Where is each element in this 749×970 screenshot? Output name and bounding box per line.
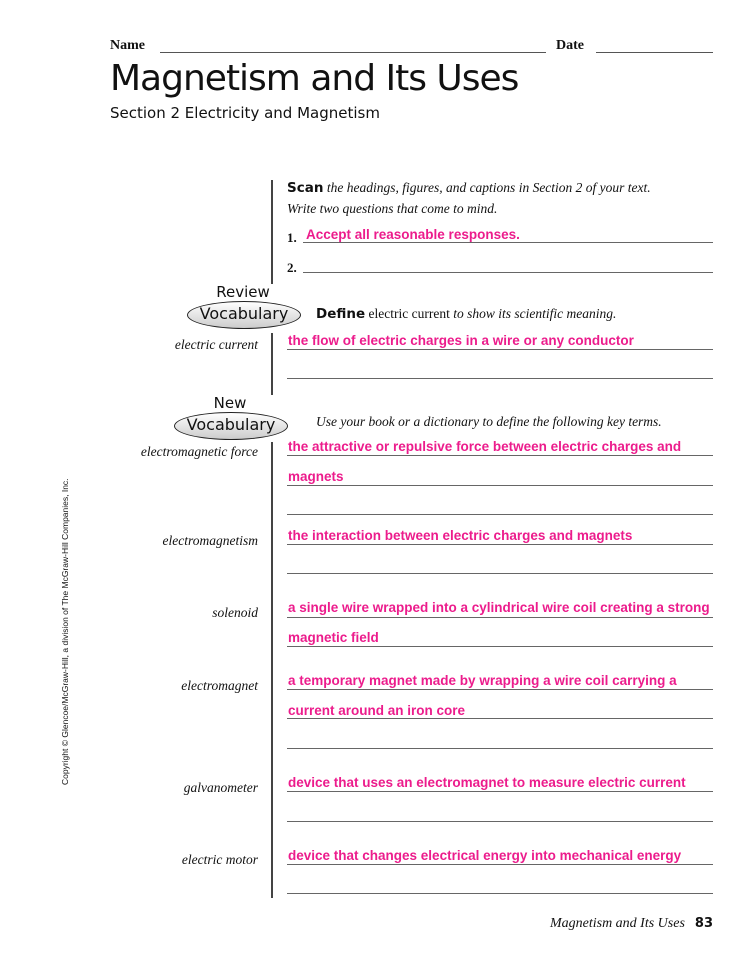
answer-line[interactable] <box>287 821 713 822</box>
answer-line[interactable] <box>287 893 713 894</box>
question-1-answer[interactable]: Accept all reasonable responses. <box>306 227 520 242</box>
define-instruction <box>316 306 616 322</box>
vocab-answer[interactable]: the attractive or repulsive force between electric charges and <box>288 439 682 454</box>
vocab-answer[interactable]: the interaction between electric charges and magnets <box>288 528 633 543</box>
page-number: 83 <box>694 916 713 931</box>
vocab-answer[interactable]: the flow of electric charges in a wire or any conductor <box>288 333 634 348</box>
question-1-number: 1. <box>287 230 297 245</box>
date-field[interactable] <box>596 52 713 53</box>
divider-line <box>271 333 273 395</box>
answer-line <box>287 455 713 456</box>
answer-line <box>287 864 713 865</box>
answer-line <box>287 349 713 350</box>
vocab-answer[interactable]: current around an iron core <box>288 703 466 718</box>
vocab-term: galvanometer <box>183 780 258 795</box>
page-title: Magnetism and Its Uses <box>110 58 519 99</box>
vocab-answer[interactable]: magnetic field <box>288 630 379 645</box>
define-bold: Define <box>316 306 366 322</box>
copyright-notice: Copyright © Glencoe/McGraw-Hill, a division of The McGraw-Hill Companies, Inc. <box>60 478 70 785</box>
footer-title: Magnetism and Its Uses <box>549 916 685 931</box>
scan-text-2: Write two questions that come to mind. <box>287 201 498 216</box>
badge-oval-text: Vocabulary <box>174 412 288 440</box>
scan-instruction <box>287 180 651 196</box>
vocab-answer[interactable]: device that uses an electromagnet to measure electric current <box>288 775 686 790</box>
new-vocabulary-badge <box>170 396 290 440</box>
scan-bold: Scan <box>287 180 324 196</box>
question-1-line <box>303 242 713 243</box>
scan-text-1: the headings, figures, and captions in Section 2 of your text. <box>323 180 651 195</box>
answer-line <box>287 718 713 719</box>
divider-line <box>271 180 273 284</box>
footer <box>550 916 713 932</box>
define-rest: to show its scientific meaning. <box>449 306 617 321</box>
vocab-term: electromagnetism <box>162 533 258 548</box>
vocab-term: solenoid <box>212 605 258 620</box>
divider-line <box>271 442 273 898</box>
answer-line[interactable] <box>287 748 713 749</box>
vocab-term: electric motor <box>181 852 258 867</box>
vocab-answer[interactable]: a temporary magnet made by wrapping a wire coil carrying a <box>288 673 677 688</box>
answer-line[interactable] <box>287 514 713 515</box>
question-2-line[interactable] <box>303 272 713 273</box>
new-vocab-instruction: Use your book or a dictionary to define the following key terms. <box>316 414 662 429</box>
answer-line[interactable] <box>287 378 713 379</box>
badge-top-text: New <box>213 394 247 412</box>
vocab-answer[interactable]: device that changes electrical energy into mechanical energy <box>288 848 682 863</box>
section-subtitle: Section 2 Electricity and Magnetism <box>110 104 380 122</box>
question-2-number: 2. <box>287 260 297 275</box>
vocab-term: electromagnet <box>181 678 258 693</box>
date-label: Date <box>556 38 584 53</box>
answer-line <box>287 617 713 618</box>
badge-top-text: Review <box>216 283 270 301</box>
badge-oval-text: Vocabulary <box>187 301 301 329</box>
answer-line <box>287 689 713 690</box>
vocab-answer[interactable]: a single wire wrapped into a cylindrical wire coil creating a strong <box>288 600 710 615</box>
vocab-term: electromagnetic force <box>140 444 258 459</box>
vocab-answer[interactable]: magnets <box>288 469 344 484</box>
answer-line <box>287 485 713 486</box>
name-field[interactable] <box>160 52 546 53</box>
answer-line[interactable] <box>287 573 713 574</box>
define-term: electric current <box>365 306 450 321</box>
name-label: Name <box>110 38 145 53</box>
answer-line <box>287 791 713 792</box>
answer-line <box>287 646 713 647</box>
review-vocabulary-badge <box>183 285 303 329</box>
answer-line <box>287 544 713 545</box>
vocab-term: electric current <box>174 337 258 352</box>
